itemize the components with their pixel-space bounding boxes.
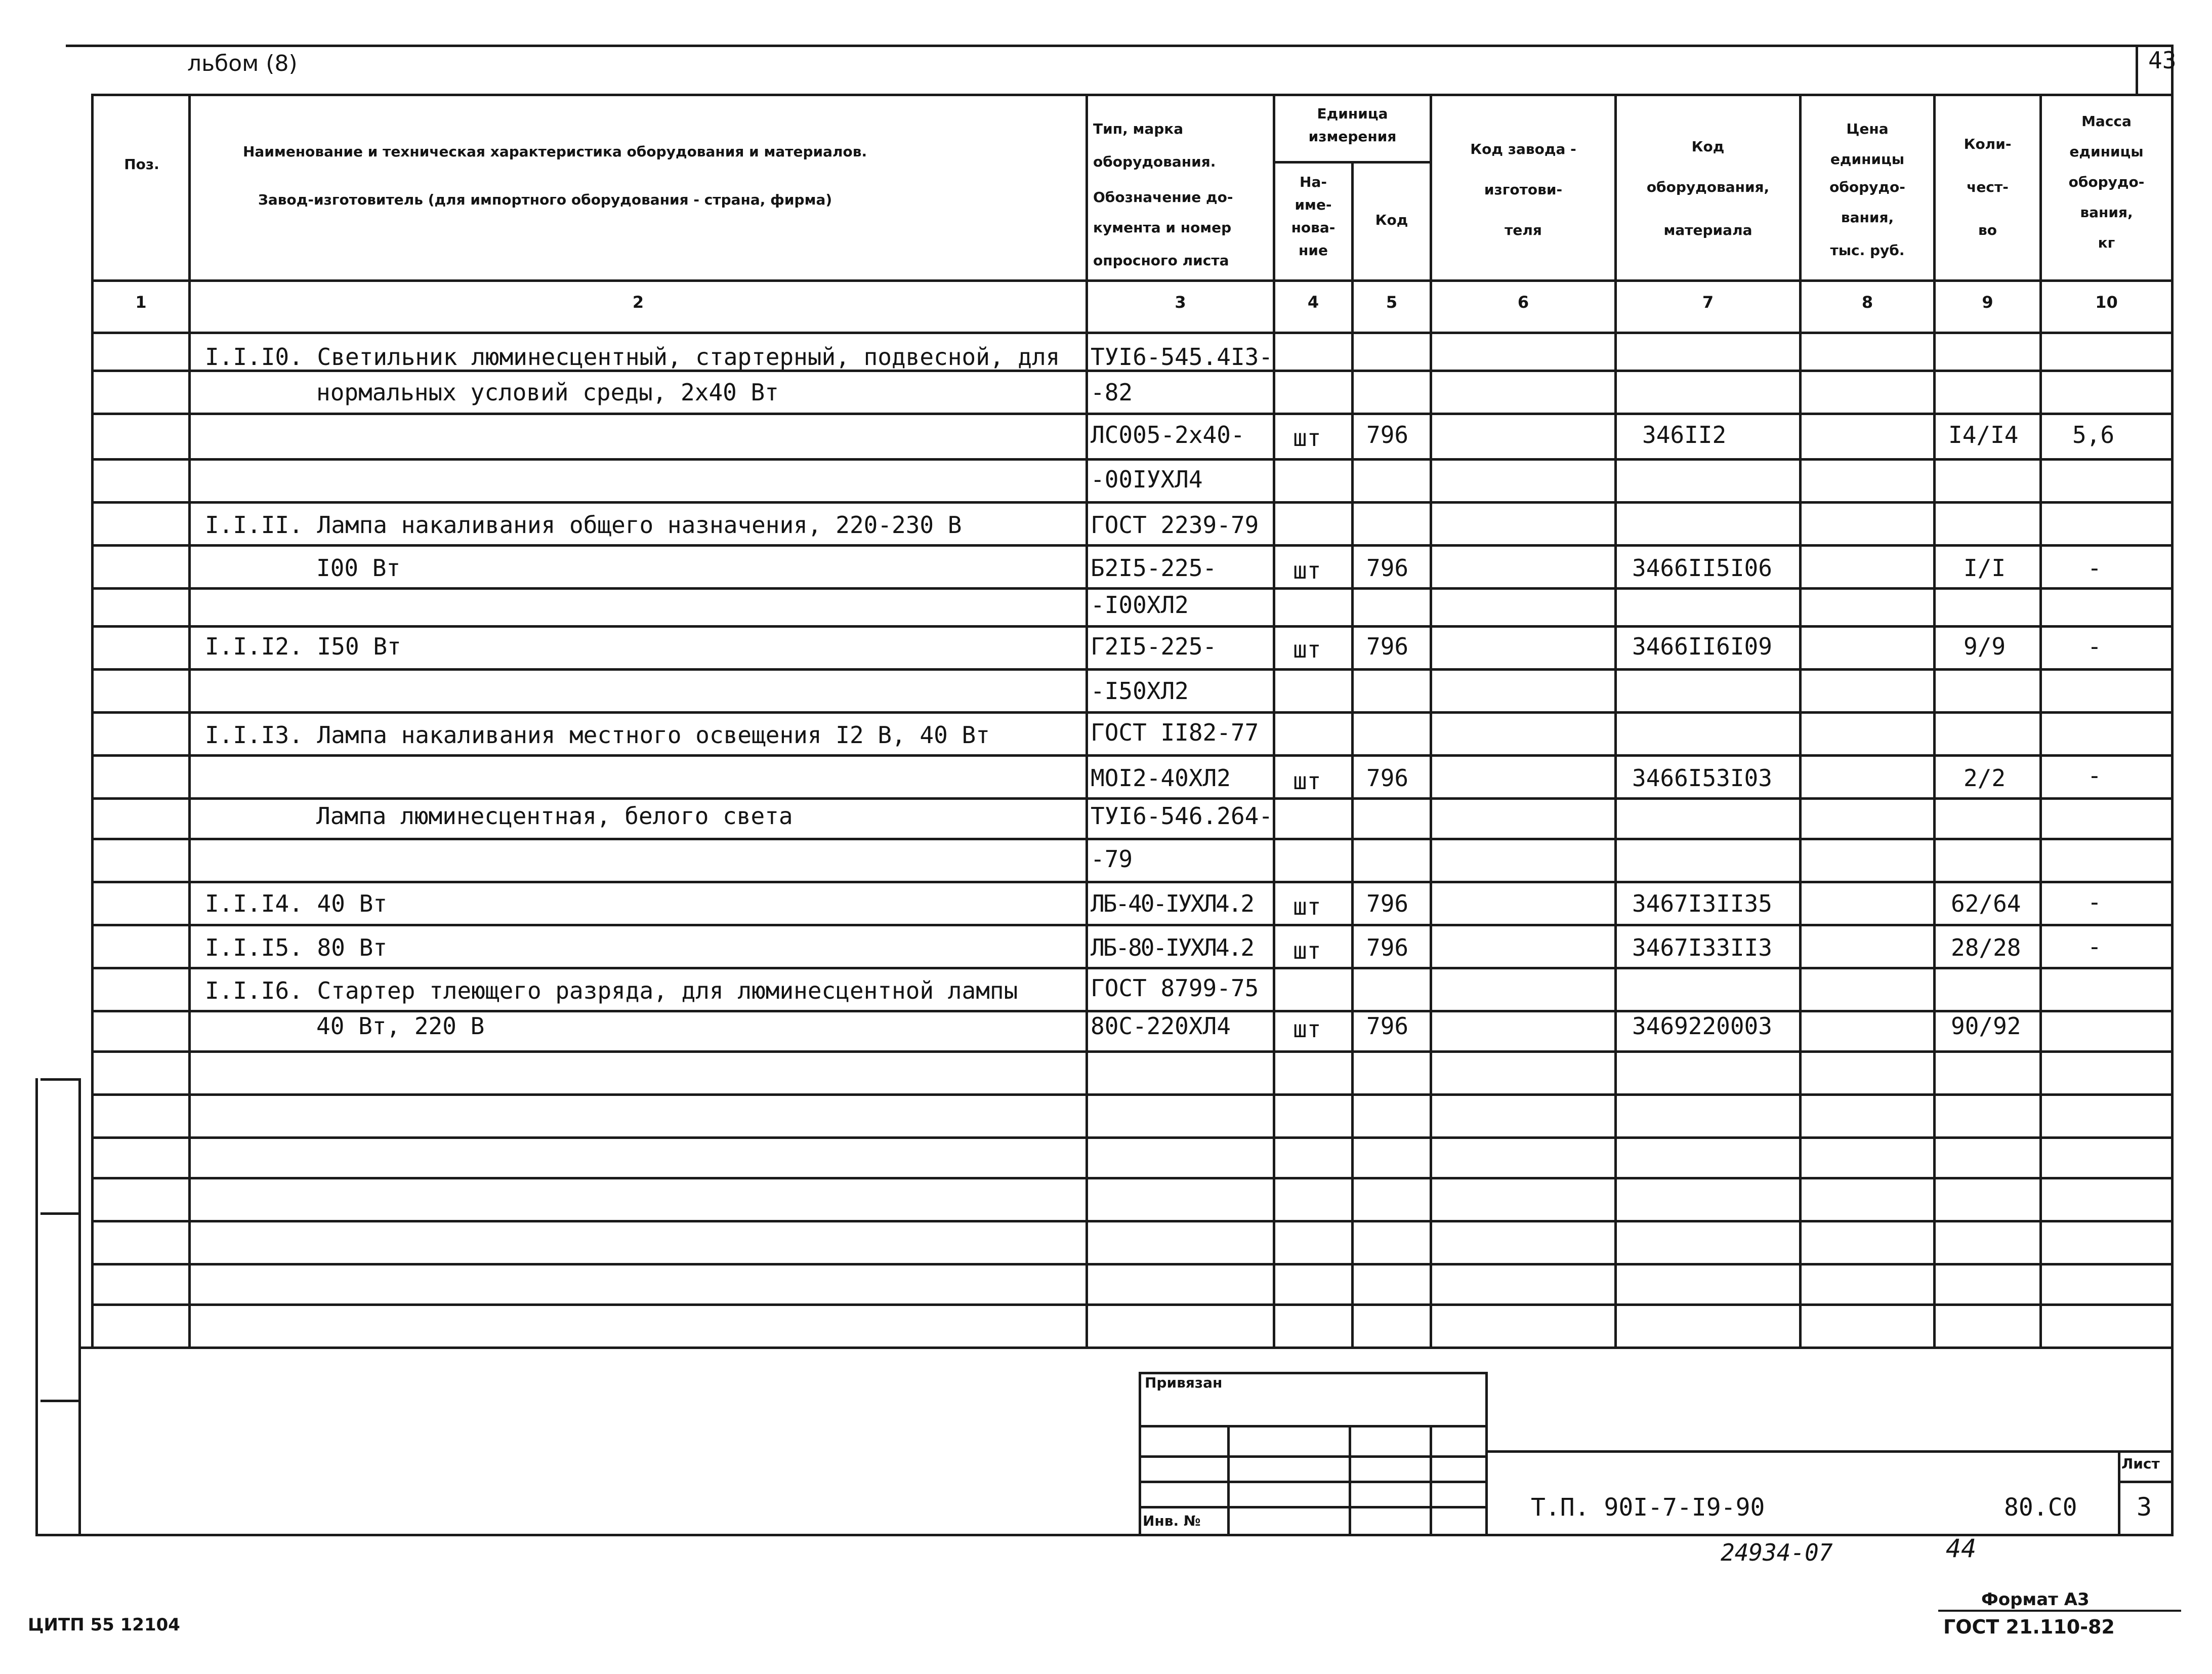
- footer-gost: ГОСТ 21.110-82: [1943, 1616, 2115, 1638]
- item-type: 80С-220ХЛ4: [1091, 1012, 1231, 1040]
- col10-header-1: единицы: [2069, 143, 2144, 160]
- colnum-3: 3: [1175, 293, 1186, 312]
- item-unit: шт: [1293, 767, 1321, 795]
- col9-header-1: чест-: [1967, 179, 2009, 195]
- col8-header-0: Цена: [1846, 120, 1889, 137]
- stamp-left: [1139, 1372, 1141, 1536]
- col-sep-5: [1430, 94, 1432, 1349]
- col9-header-2: во: [1978, 222, 1997, 238]
- item-type: ЛС005-2х40-: [1091, 421, 1245, 448]
- colnum-bottom-line: [91, 332, 2171, 334]
- col-sep-1: [188, 94, 191, 1349]
- item-name: Лампа люминесцентная, белого света: [316, 802, 793, 830]
- colnum-1: 1: [135, 293, 147, 312]
- item-eq-code: 3469220003: [1632, 1012, 1772, 1040]
- stamp-doc: Т.П. 90I-7-I9-90: [1531, 1493, 1765, 1522]
- item-mass: -: [2088, 933, 2102, 960]
- item-mass: 5,6: [2072, 421, 2115, 448]
- col-sep-8: [1933, 94, 1936, 1349]
- item-mass: -: [2088, 762, 2102, 789]
- binding-hline: [40, 1078, 78, 1081]
- stamp-sep: [1430, 1425, 1432, 1536]
- sheet-number: 3: [2137, 1492, 2152, 1522]
- row-line: [91, 413, 2171, 415]
- stamp-line: [1139, 1425, 1488, 1427]
- row-line: [91, 838, 2171, 840]
- item-type: МОI2-40ХЛ2: [1091, 764, 1231, 792]
- row-line: [91, 1136, 2171, 1139]
- row-line: [91, 967, 2171, 969]
- item-mass: -: [2088, 888, 2102, 916]
- item-type: Г2I5-225-: [1091, 633, 1217, 660]
- row-line: [91, 1263, 2171, 1265]
- col10-header-3: вания,: [2080, 204, 2133, 221]
- item-code: 796: [1366, 633, 1409, 660]
- stamp-suffix: 80.С0: [2004, 1493, 2077, 1522]
- item-qty: 28/28: [1951, 934, 2021, 961]
- stamp-inv: Инв. №: [1143, 1513, 1201, 1529]
- item-code: 796: [1366, 934, 1409, 961]
- handwritten-number-left: 24934-07: [1721, 1539, 1833, 1566]
- colnum-6: 6: [1517, 293, 1529, 312]
- stamp-sep: [1349, 1425, 1351, 1536]
- col3-header-1: оборудования.: [1093, 153, 1216, 170]
- row-line: [91, 711, 2171, 714]
- item-eq-code: 3467I3II35: [1632, 890, 1772, 917]
- col1-header: Поз.: [124, 156, 159, 173]
- col10-header-4: кг: [2098, 234, 2115, 251]
- item-unit: шт: [1293, 557, 1321, 584]
- sheet-sep: [2118, 1450, 2120, 1536]
- sheet-label: Лист: [2121, 1455, 2160, 1472]
- item-code: 796: [1366, 890, 1409, 917]
- item-type: -I50ХЛ2: [1091, 677, 1189, 705]
- col2-header-line2: Завод-изготовитель (для импортного оборудования - страна, фирма): [258, 191, 832, 208]
- item-type: -00IУХЛ4: [1091, 466, 1203, 493]
- row-line: [91, 1093, 2171, 1096]
- item-qty: I4/I4: [1948, 421, 2019, 448]
- row-line: [91, 881, 2171, 883]
- row-line: [91, 1220, 2171, 1222]
- col3-header-4: опросного листа: [1093, 252, 1229, 269]
- item-code: 796: [1366, 764, 1409, 792]
- item-qty: 9/9: [1964, 633, 2006, 660]
- item-name: I.I.I6. Стартер тлеющего разряда, для люминесцентной лампы: [205, 977, 1018, 1004]
- colnum-4: 4: [1307, 293, 1319, 312]
- item-name: I.I.II. Лампа накаливания общего назначения, 220-230 В: [205, 511, 962, 539]
- binding-hline: [40, 1212, 78, 1215]
- item-unit: шт: [1293, 893, 1321, 920]
- stamp-line: [1139, 1481, 1488, 1483]
- colnum-10: 10: [2095, 293, 2118, 312]
- col-sep-7: [1799, 94, 1802, 1349]
- colnum-8: 8: [1861, 293, 1873, 312]
- item-code: 796: [1366, 421, 1409, 448]
- item-type: ГОСТ 2239-79: [1091, 511, 1259, 539]
- stamp-privyazan: Привязан: [1145, 1374, 1223, 1391]
- page-number: 43: [2148, 47, 2177, 74]
- footer-code: ЦИТП 55 12104: [28, 1615, 180, 1635]
- item-type: ГОСТ 8799-75: [1091, 974, 1259, 1002]
- colnum-9: 9: [1982, 293, 1993, 312]
- col3-header-0: Тип, марка: [1093, 120, 1184, 137]
- col6-header-2: теля: [1505, 222, 1542, 238]
- item-qty: I/I: [1964, 554, 2006, 582]
- row-line: [91, 1303, 2171, 1306]
- item-qty: 90/92: [1951, 1012, 2021, 1040]
- item-type: -82: [1091, 379, 1133, 406]
- item-name: I.I.I4. 40 Вт: [205, 890, 388, 917]
- col-sep-0: [91, 94, 94, 1349]
- stamp-right: [1485, 1372, 1488, 1536]
- item-unit: шт: [1293, 424, 1321, 452]
- col8-header-4: тыс. руб.: [1830, 242, 1905, 259]
- top-border: [66, 45, 2171, 47]
- unit-header-0: Единица: [1317, 105, 1388, 122]
- row-line: [91, 587, 2171, 590]
- item-eq-code: 3466II5I06: [1632, 554, 1772, 582]
- item-unit: шт: [1293, 937, 1321, 964]
- col7-header-0: Код: [1691, 138, 1725, 155]
- row-line: [91, 1177, 2171, 1179]
- item-eq-code: 3466I53I03: [1632, 764, 1772, 792]
- row-line: [91, 458, 2171, 461]
- item-type: ТУI6-545.4I3-: [1091, 343, 1273, 371]
- binding-line-inner: [78, 1078, 81, 1534]
- col2-header-line1: Наименование и техническая характеристика оборудования и материалов.: [243, 143, 867, 160]
- row-line: [91, 797, 2171, 800]
- item-name: I.I.I0. Светильник люминесцентный, стартерный, подвесной, для: [205, 343, 1060, 371]
- row-line: [91, 501, 2171, 504]
- item-name: I.I.I3. Лампа накаливания местного освещения I2 В, 40 Вт: [205, 721, 990, 749]
- row-line: [91, 625, 2171, 628]
- item-unit: шт: [1293, 1015, 1321, 1043]
- item-eq-code: 346II2: [1642, 421, 1727, 448]
- col7-header-1: оборудования,: [1646, 179, 1770, 195]
- col8-header-3: вания,: [1841, 209, 1894, 226]
- col-sep-9: [2039, 94, 2042, 1349]
- item-mass: -: [2088, 554, 2102, 582]
- item-type: -I00ХЛ2: [1091, 591, 1189, 619]
- right-border: [2171, 94, 2174, 1536]
- item-name: I.I.I5. 80 Вт: [205, 934, 388, 961]
- footer-format: Формат А3: [1981, 1589, 2090, 1610]
- col10-header-2: оборудо-: [2068, 174, 2145, 190]
- item-name: 40 Вт, 220 В: [316, 1012, 485, 1040]
- col8-header-1: единицы: [1830, 151, 1905, 168]
- col3-header-3: кумента и номер: [1093, 219, 1232, 236]
- stamp-doc-top: [1485, 1450, 2171, 1453]
- item-type: ГОСТ II82-77: [1091, 719, 1259, 746]
- col4-header-0: На-: [1300, 174, 1327, 190]
- item-unit: шт: [1293, 636, 1321, 663]
- item-name: I00 Вт: [316, 554, 401, 582]
- stamp-line: [1139, 1455, 1488, 1458]
- item-name: I.I.I2. I50 Вт: [205, 633, 401, 660]
- right-border-top: [2136, 45, 2138, 95]
- item-type: ЛБ-80-IУХЛ4.2: [1091, 934, 1254, 961]
- colnum-7: 7: [1702, 293, 1714, 312]
- col-sep-6: [1614, 94, 1617, 1349]
- bottom-border: [35, 1534, 2171, 1536]
- row-line: [91, 544, 2171, 547]
- col7-header-2: материала: [1663, 222, 1752, 238]
- header-top-line: [91, 94, 2171, 96]
- col6-header-1: изготови-: [1484, 181, 1563, 198]
- item-name: нормальных условий среды, 2x40 Вт: [316, 379, 779, 406]
- item-eq-code: 3467I33II3: [1632, 934, 1772, 961]
- stamp-sep: [1227, 1425, 1230, 1536]
- col3-header-2: Обозначение до-: [1093, 189, 1233, 206]
- col4-header-3: ние: [1299, 242, 1328, 259]
- col9-header-0: Коли-: [1964, 136, 2012, 152]
- unit-header-1: измерения: [1308, 128, 1397, 145]
- col4-header-1: име-: [1295, 196, 1332, 213]
- table-bottom-line: [81, 1346, 2171, 1349]
- item-code: 796: [1366, 1012, 1409, 1040]
- colnum-2: 2: [632, 293, 644, 312]
- item-mass: -: [2088, 633, 2102, 660]
- colnum-5: 5: [1386, 293, 1398, 312]
- col5-header: Код: [1375, 212, 1408, 228]
- row-line: [91, 924, 2171, 926]
- handwritten-number-right: 44: [1946, 1534, 1977, 1563]
- binding-hline: [40, 1400, 78, 1402]
- binding-line-outer: [35, 1078, 38, 1534]
- item-code: 796: [1366, 554, 1409, 582]
- col10-header-0: Масса: [2081, 113, 2132, 130]
- item-type: Б2I5-225-: [1091, 554, 1217, 582]
- item-type: ЛБ-40-IУХЛ4.2: [1091, 890, 1254, 917]
- item-type: ТУI6-546.264-: [1091, 802, 1273, 830]
- row-line: [91, 754, 2171, 757]
- col6-header-0: Код завода -: [1470, 141, 1576, 157]
- stamp-line: [1139, 1506, 1488, 1508]
- col-sep-2: [1086, 94, 1088, 1349]
- item-qty: 62/64: [1951, 890, 2021, 917]
- item-eq-code: 3466II6I09: [1632, 633, 1772, 660]
- header-bottom-line: [91, 279, 2171, 282]
- col8-header-2: оборудо-: [1829, 179, 1905, 195]
- item-qty: 2/2: [1964, 764, 2006, 792]
- row-line: [91, 1050, 2171, 1053]
- footer-line: [1938, 1610, 2181, 1612]
- col4-header-2: нова-: [1291, 219, 1335, 236]
- sheet-sep-h: [2118, 1481, 2171, 1483]
- col-sep-3: [1273, 94, 1275, 1349]
- item-type: -79: [1091, 845, 1133, 873]
- album-label: льбом (8): [187, 51, 298, 76]
- row-line: [91, 668, 2171, 671]
